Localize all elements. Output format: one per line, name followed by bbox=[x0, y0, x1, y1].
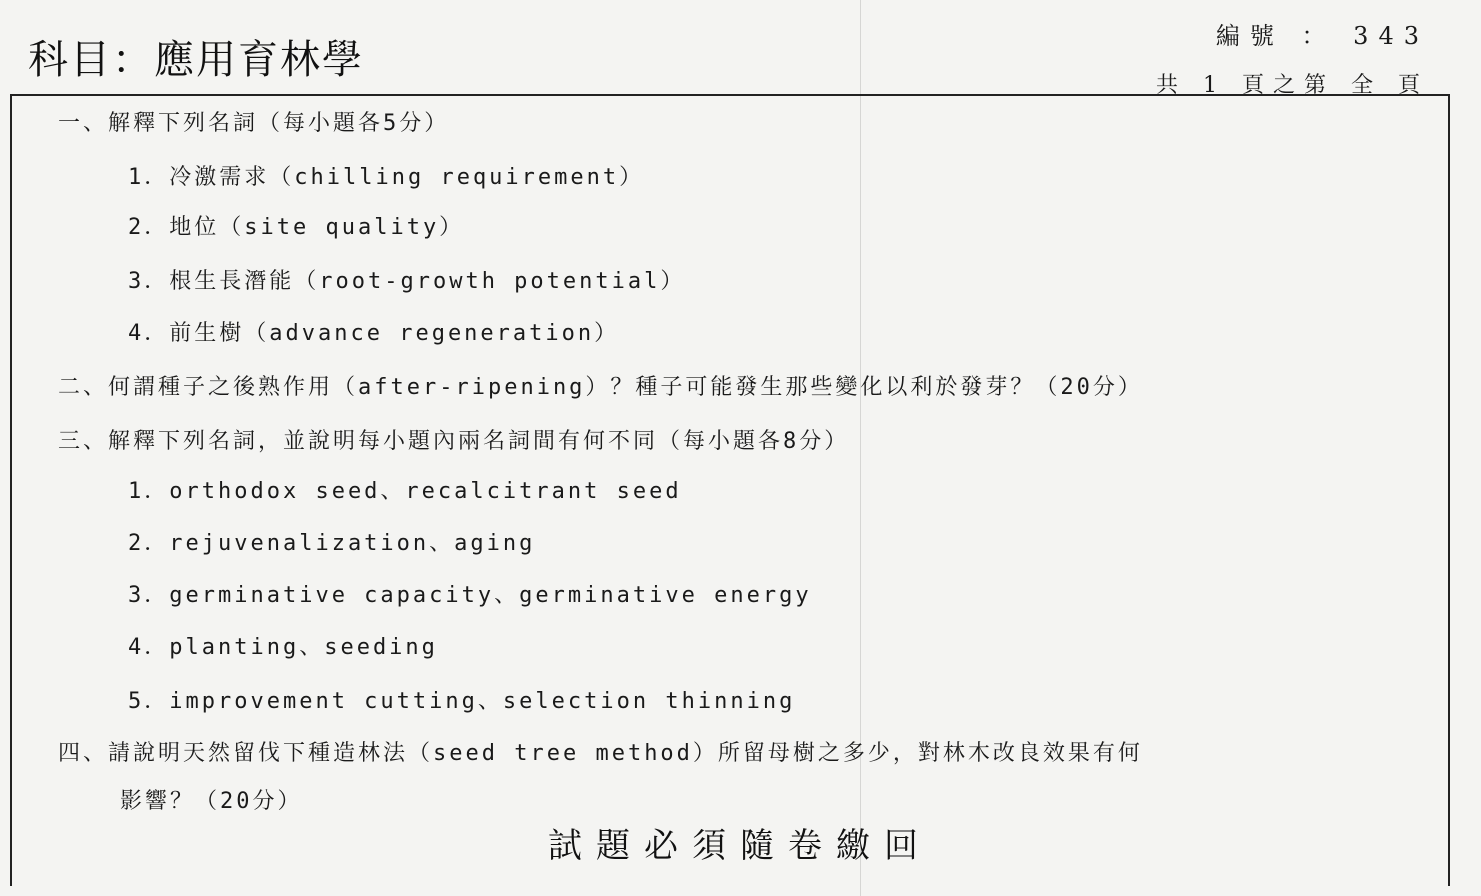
question-3-item: 3．germinative capacity、germinative energy bbox=[128, 583, 812, 608]
question-1-item: 3．根生長潛能（root-growth potential） bbox=[128, 269, 686, 294]
return-exam-notice: 試題必須隨卷繳回 bbox=[548, 826, 932, 866]
question-3-item: 5．improvement cutting、selection thinning bbox=[128, 689, 796, 714]
question-3-item: 1．orthodox seed、recalcitrant seed bbox=[128, 479, 682, 504]
subject-title: 科目：應用育林學 bbox=[28, 37, 364, 83]
question-4-title: 四、請說明天然留伐下種造林法（seed tree method）所留母樹之多少，對林木改良效果有何 bbox=[58, 741, 1143, 766]
question-3-item: 4．planting、seeding bbox=[128, 635, 438, 660]
question-3-item: 2．rejuvenalization、aging bbox=[128, 531, 536, 556]
question-1-item: 1．冷激需求（chilling requirement） bbox=[128, 165, 645, 190]
question-3-title: 三、解釋下列名詞，並說明每小題內兩名詞間有何不同（每小題各8分） bbox=[58, 429, 850, 454]
question-1-item: 4．前生樹（advance regeneration） bbox=[128, 321, 620, 346]
question-4-title-continued: 影響？（20分） bbox=[120, 789, 303, 814]
page-info: 共 1 頁之第 全 頁 bbox=[1156, 73, 1429, 98]
question-1-item: 2．地位（site quality） bbox=[128, 215, 465, 240]
exam-code: 編號 ： 343 bbox=[1215, 22, 1429, 50]
question-1-title: 一、解釋下列名詞（每小題各5分） bbox=[58, 111, 450, 136]
question-2-title: 二、何謂種子之後熟作用（after-ripening）？種子可能發生那些變化以利於發芽？（20分） bbox=[58, 375, 1143, 400]
